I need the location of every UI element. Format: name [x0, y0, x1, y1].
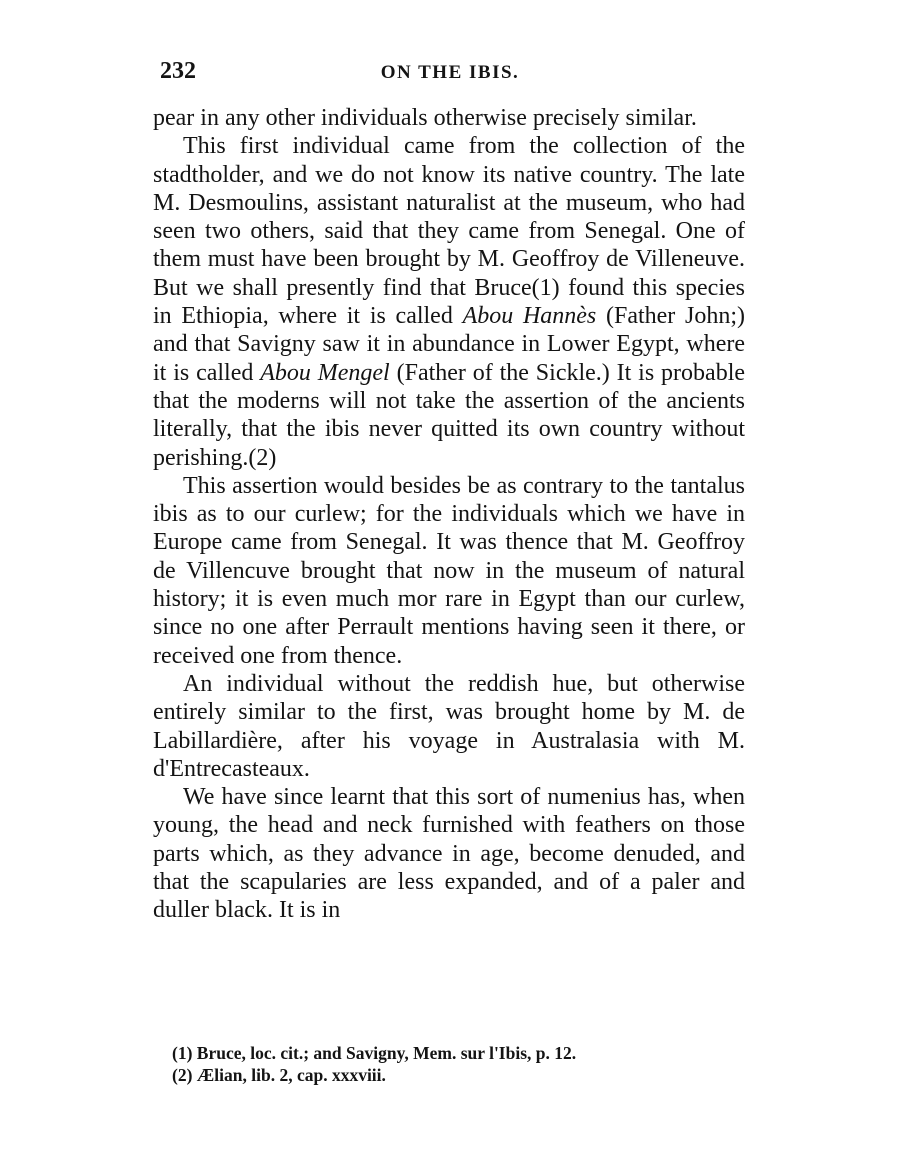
text-run: This first individual came from the collection of the stadtholder, and we do not know its native country. The late M. Desmoulins, assistant naturalist at the museum, who had seen two others, said that they came from Senegal. One of them must have been brought by M. Geoffroy de Villeneuve. But we shall presently find that Bruce(1) found this species in Ethiopia, where it is called [153, 133, 745, 330]
text-run: We have since learnt that this sort of numenius has, when young, the head and neck furnished with feathers on those parts which, as they advance in age, become denuded, and that the scapularies are less expanded, and of a paler and duller black. It is in [153, 784, 745, 924]
paragraph [153, 670, 745, 783]
paragraph [153, 783, 745, 924]
paragraph [153, 132, 745, 472]
text-run: An individual without the reddish hue, but otherwise entirely similar to the first, was brought home by M. de Labillardière, after his voyage in Australasia with M. d'Entrecasteaux. [153, 670, 745, 782]
footnote: (2) Ælian, lib. 2, cap. xxxviii. [172, 1065, 386, 1085]
text-run: (Father of the Sickle.) It is probable that the moderns will not take the assertion of the ancients literally, that the ibis never quitted its own country without perishing.(2) [153, 359, 746, 471]
text-run: pear in any other individuals otherwise precisely similar. [153, 105, 697, 131]
body-text [153, 104, 745, 925]
page-number: 232 [160, 58, 196, 84]
page-header [160, 58, 740, 94]
paragraph [153, 104, 745, 132]
text-run: (Father John;) and that Savigny saw it in abundance in Lower Egypt, where it is called [153, 303, 746, 386]
paragraph [153, 472, 745, 670]
text-run: This assertion would besides be as contrary to the tantalus ibis as to our curlew; for the individuals which we have in Europe came from Senegal. It was thence that M. Geoffroy de Villencuve brought that now in the museum of natural history; it is even much mor rare in Egypt than our curlew, since no one after Perrault mentions having seen it there, or received one from thence. [153, 472, 745, 669]
italic-term: Abou Hannès [462, 303, 597, 330]
italic-term: Abou Mengel [260, 359, 390, 386]
running-head: ON THE IBIS. [380, 62, 520, 83]
footnotes [172, 1042, 732, 1086]
footnote: (1) Bruce, loc. cit.; and Savigny, Mem. sur l'Ibis, p. 12. [172, 1043, 577, 1063]
